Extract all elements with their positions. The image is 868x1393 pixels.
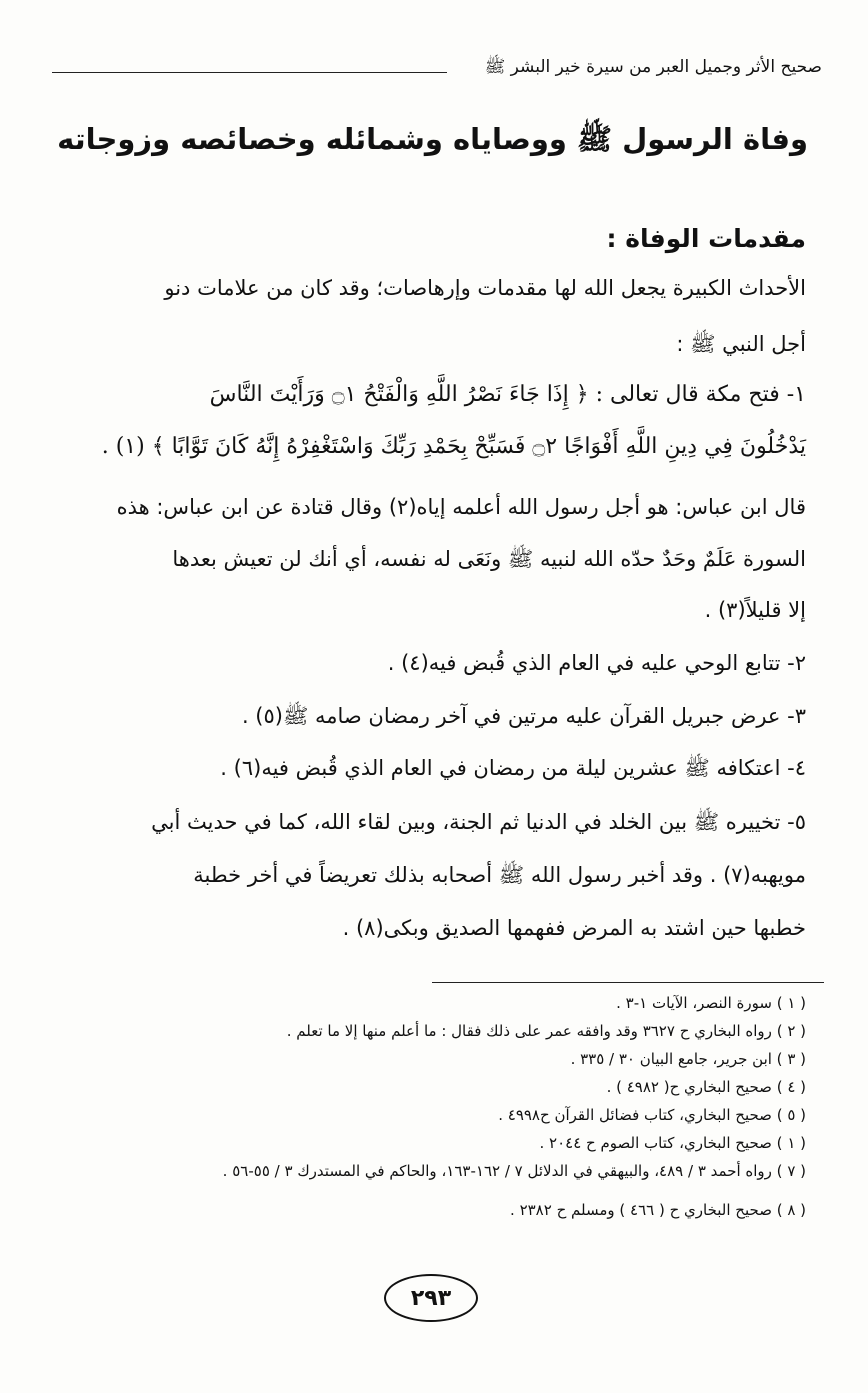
footnote: ( ١ ) صحيح البخاري، كتاب الصوم ح ٢٠٤٤ . <box>539 1134 806 1152</box>
paragraph-line: قال ابن عباس: هو أجل رسول الله أعلمه إياه(٢) وقال قتادة عن ابن عباس: هذه <box>116 495 806 519</box>
chapter-title: وفاة الرسول ﷺ ووصاياه وشمائله وخصائصه وزوجاته <box>57 122 808 156</box>
paragraph-line: الأحداث الكبيرة يجعل الله لها مقدمات وإرهاصات؛ وقد كان من علامات دنو <box>164 276 806 300</box>
footnote: ( ٤ ) صحيح البخاري ح( ٤٩٨٢ ) . <box>606 1078 806 1096</box>
paragraph-line: مويهبه(٧) . وقد أخبر رسول الله ﷺ أصحابه بذلك تعريضاً في أخر خطبة <box>193 863 806 887</box>
list-item: ٥- تخييره ﷺ بين الخلد في الدنيا ثم الجنة، وبين لقاء الله، كما في حديث أبي <box>151 810 806 834</box>
page-number-text: ٢٩٣ <box>410 1285 452 1311</box>
quran-verse-line: يَدْخُلُونَ فِي دِينِ اللَّهِ أَفْوَاجًا ۝٢ فَسَبِّحْ بِحَمْدِ رَبِّكَ وَاسْتَغْفِرْهُ إِنَّهُ كَانَ تَوَّابًا ﴾ (١) . <box>101 434 806 459</box>
paragraph-line: السورة عَلَمٌ وحَدٌ حدّه الله لنبيه ﷺ ونَعَى له نفسه، أي أنك لن تعيش بعدها <box>172 547 806 571</box>
list-item: ٣- عرض جبريل القرآن عليه مرتين في آخر رمضان صامه ﷺ(٥) . <box>241 704 806 728</box>
running-head <box>52 52 822 82</box>
paragraph-line: إلا قليلاً(٣) . <box>704 598 806 622</box>
footnote: ( ٨ ) صحيح البخاري ح ( ٤٦٦ ) ومسلم ح ٢٣٨٢ . <box>510 1201 806 1219</box>
footnote-separator <box>432 982 824 983</box>
quran-verse-line: ١- فتح مكة قال تعالى : ﴿ إِذَا جَاءَ نَصْرُ اللَّهِ وَالْفَتْحُ ۝١ وَرَأَيْتَ النَّاسَ <box>209 382 806 407</box>
footnote: ( ٥ ) صحيح البخاري، كتاب فضائل القرآن ح٤٩٩٨ . <box>498 1106 806 1124</box>
footnote: ( ١ ) سورة النصر، الآيات ١-٣ . <box>616 994 806 1012</box>
running-head-text: صحيح الأثر وجميل العبر من سيرة خير البشر ﷺ <box>484 57 822 77</box>
page-number <box>384 1274 478 1322</box>
footnote: ( ٢ ) رواه البخاري ح ٣٦٢٧ وقد وافقه عمر على ذلك فقال : ما أعلم منها إلا ما تعلم . <box>286 1022 806 1040</box>
footnote: ( ٣ ) ابن جرير، جامع البيان ٣٠ / ٣٣٥ . <box>570 1050 806 1068</box>
list-item: ٢- تتابع الوحي عليه في العام الذي قُبض فيه(٤) . <box>387 651 806 675</box>
running-head-rule <box>52 72 447 73</box>
section-heading: مقدمات الوفاة : <box>606 224 806 253</box>
footnote: ( ٧ ) رواه أحمد ٣ / ٤٨٩، والبيهقي في الدلائل ٧ / ١٦٢-١٦٣، والحاكم في المستدرك ٣ / ٥٥-٥٦ . <box>222 1162 806 1180</box>
list-item: ٤- اعتكافه ﷺ عشرين ليلة من رمضان في العام الذي قُبض فيه(٦) . <box>220 756 806 780</box>
paragraph-line: أجل النبي ﷺ : <box>676 332 806 356</box>
paragraph-line: خطبها حين اشتد به المرض ففهمها الصديق وبكى(٨) . <box>342 916 806 940</box>
